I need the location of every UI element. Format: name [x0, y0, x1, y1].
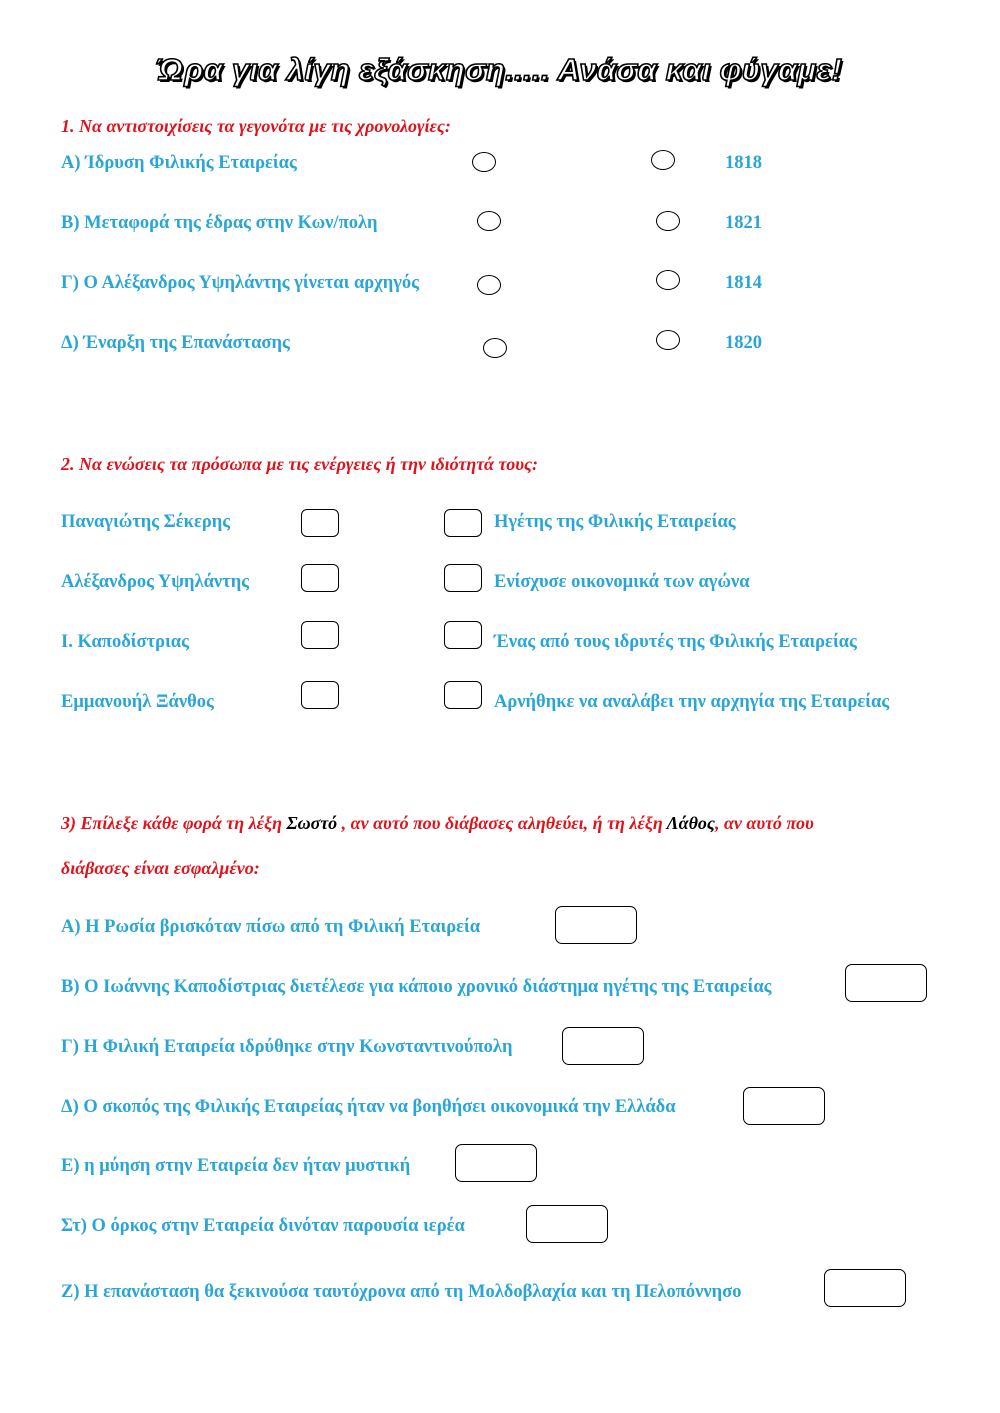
person-match-box[interactable]: [301, 681, 339, 709]
person-match-box[interactable]: [301, 509, 339, 537]
event-match-circle[interactable]: [477, 211, 501, 231]
statement-label: Γ) Η Φιλική Εταιρεία ιδρύθηκε στην Κωνσταντινούπολη: [61, 1037, 513, 1057]
section3-heading-part3: , αν αυτό που: [714, 813, 814, 833]
section3-heading: [61, 813, 814, 834]
answer-box[interactable]: [455, 1144, 537, 1182]
answer-box[interactable]: [526, 1205, 608, 1243]
answer-box[interactable]: [562, 1027, 644, 1065]
statement-label: Ζ) Η επανάσταση θα ξεκινούσα ταυτόχρονα από τη Μολδοβλαχία και τη Πελοπόννησο: [61, 1282, 742, 1302]
page-title: Ώρα για λίγη εξάσκηση..... Ανάσα και φύγαμε!: [157, 52, 843, 87]
event-label: Β) Μεταφορά της έδρας στην Κων/πολη: [61, 213, 378, 233]
person-label: Ι. Καποδίστριας: [61, 632, 189, 652]
role-match-box[interactable]: [444, 621, 482, 649]
word-false: Λάθος: [666, 813, 715, 833]
event-label: Δ) Έναρξη της Επανάστασης: [61, 333, 290, 353]
section3-heading-line2: διάβασες είναι εσφαλμένο:: [61, 858, 260, 878]
role-label: Ένας από τους ιδρυτές της Φιλικής Εταιρείας: [494, 632, 857, 652]
year-match-circle[interactable]: [656, 270, 680, 290]
year-label: 1821: [725, 213, 762, 233]
event-match-circle[interactable]: [477, 275, 501, 295]
role-label: Ενίσχυσε οικονομικά των αγώνα: [494, 572, 750, 592]
role-match-box[interactable]: [444, 681, 482, 709]
event-label: Α) Ίδρυση Φιλικής Εταιρείας: [61, 153, 297, 173]
event-match-circle[interactable]: [472, 152, 496, 172]
role-label: Ηγέτης της Φιλικής Εταιρείας: [494, 512, 736, 532]
role-label: Αρνήθηκε να αναλάβει την αρχηγία της Εταιρείας: [494, 692, 890, 712]
section3-heading-part1: 3) Επίλεξε κάθε φορά τη λέξη: [61, 813, 287, 833]
statement-label: Στ) Ο όρκος στην Εταιρεία δινόταν παρουσία ιερέα: [61, 1216, 465, 1236]
event-match-circle[interactable]: [483, 338, 507, 358]
year-match-circle[interactable]: [656, 211, 680, 231]
statement-label: Ε) η μύηση στην Εταιρεία δεν ήταν μυστική: [61, 1156, 411, 1176]
role-match-box[interactable]: [444, 509, 482, 537]
answer-box[interactable]: [824, 1269, 906, 1307]
word-true: Σωστό: [286, 813, 338, 833]
person-label: Παναγιώτης Σέκερης: [61, 512, 231, 532]
role-match-box[interactable]: [444, 564, 482, 592]
person-label: Εμμανουήλ Ξάνθος: [61, 692, 214, 712]
year-label: 1818: [725, 153, 762, 173]
person-match-box[interactable]: [301, 621, 339, 649]
answer-box[interactable]: [555, 906, 637, 944]
statement-label: Β) Ο Ιωάννης Καποδίστριας διετέλεσε για κάποιο χρονικό διάστημα ηγέτης της Εταιρείας: [61, 977, 772, 997]
year-match-circle[interactable]: [651, 150, 675, 170]
section2-heading: 2. Να ενώσεις τα πρόσωπα με τις ενέργειες ή την ιδιότητά τους:: [61, 454, 539, 474]
person-match-box[interactable]: [301, 564, 339, 592]
year-label: 1820: [725, 333, 762, 353]
year-label: 1814: [725, 273, 762, 293]
section3-heading-part2: , αν αυτό που διάβασες αληθεύει, ή τη λέξη: [337, 813, 667, 833]
answer-box[interactable]: [845, 964, 927, 1002]
event-label: Γ) Ο Αλέξανδρος Υψηλάντης γίνεται αρχηγός: [61, 273, 419, 293]
person-label: Αλέξανδρος Υψηλάντης: [61, 572, 249, 592]
statement-label: Δ) Ο σκοπός της Φιλικής Εταιρείας ήταν να βοηθήσει οικονομικά την Ελλάδα: [61, 1097, 676, 1117]
answer-box[interactable]: [743, 1087, 825, 1125]
year-match-circle[interactable]: [656, 330, 680, 350]
section1-heading: 1. Να αντιστοιχίσεις τα γεγονότα με τις χρονολογίες:: [61, 116, 451, 136]
statement-label: Α) Η Ρωσία βρισκόταν πίσω από τη Φιλική Εταιρεία: [61, 917, 481, 937]
